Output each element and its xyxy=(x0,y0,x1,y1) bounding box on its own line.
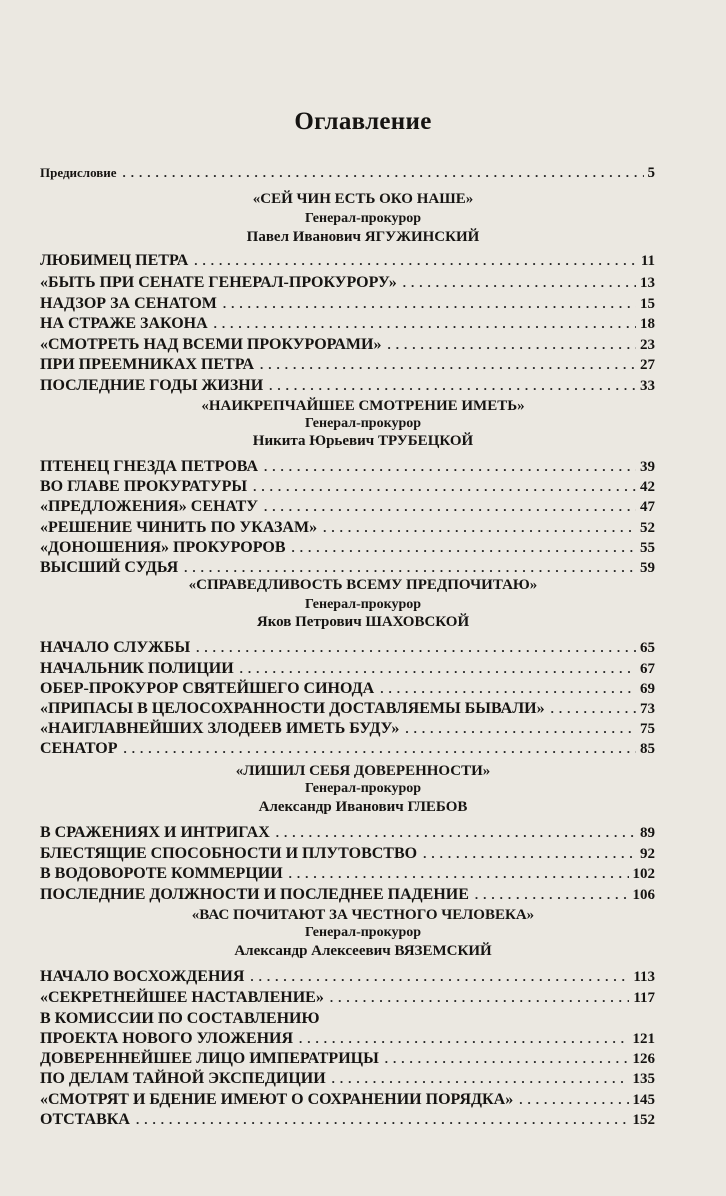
toc-entry xyxy=(40,966,655,986)
toc-entry-page: 5 xyxy=(647,165,655,181)
dot-leader xyxy=(385,1053,629,1065)
toc-entry-label: НАЧАЛО СЛУЖБЫ xyxy=(40,639,191,656)
toc-entry xyxy=(40,863,655,883)
toc-entry xyxy=(40,822,655,842)
toc-entry-label: «ДОНОШЕНИЯ» ПРОКУРОРОВ xyxy=(40,539,286,556)
toc-entry-page: 18 xyxy=(640,316,655,332)
toc-entry xyxy=(40,1068,655,1088)
toc-entry-label: «СМОТРЕТЬ НАД ВСЕМИ ПРОКУРОРАМИ» xyxy=(40,336,382,353)
toc-entry-label: ВО ГЛАВЕ ПРОКУРАТУРЫ xyxy=(40,478,248,495)
toc-entry-page: 67 xyxy=(640,661,655,677)
toc-entry-page: 69 xyxy=(640,681,655,697)
toc-entry-label: «СМОТРЯТ И БДЕНИЕ ИМЕЮТ О СОХРАНЕНИИ ПОРЯДКА» xyxy=(40,1091,514,1108)
toc-entry xyxy=(40,658,655,678)
toc-entry xyxy=(40,738,655,758)
toc-entry-page: 145 xyxy=(632,1092,655,1108)
dot-leader xyxy=(269,380,636,392)
dot-leader xyxy=(292,542,636,554)
toc-entry xyxy=(40,557,655,577)
toc-entry-continued xyxy=(40,1008,655,1028)
dot-leader xyxy=(330,992,629,1004)
toc-entry xyxy=(40,718,655,738)
toc-entry xyxy=(40,843,655,863)
dot-leader xyxy=(184,562,636,574)
toc-entry-page: 59 xyxy=(640,560,655,576)
dot-leader xyxy=(323,522,636,534)
toc-entry-label: ОБЕР-ПРОКУРОР СВЯТЕЙШЕГО СИНОДА xyxy=(40,680,375,697)
dot-leader xyxy=(423,848,636,860)
toc-entry-label: «ПРЕДЛОЖЕНИЯ» СЕНАТУ xyxy=(40,498,259,515)
toc-entry-preface xyxy=(40,162,655,182)
dot-leader xyxy=(276,827,636,839)
toc-entry xyxy=(40,1109,655,1129)
toc-entry-label: ПО ДЕЛАМ ТАЙНОЙ ЭКСПЕДИЦИИ xyxy=(40,1070,326,1087)
toc-entry-label: НАДЗОР ЗА СЕНАТОМ xyxy=(40,295,217,312)
toc-entry xyxy=(40,476,655,496)
toc-entry-page: 102 xyxy=(632,866,655,882)
dot-leader xyxy=(124,743,637,755)
toc-entry-label: НАЧАЛЬНИК ПОЛИЦИИ xyxy=(40,660,234,677)
toc-entry-page: 39 xyxy=(640,459,655,475)
toc-entry-page: 113 xyxy=(633,969,655,985)
toc-entry xyxy=(40,884,655,904)
toc-entry-page: 11 xyxy=(640,253,655,269)
toc-entry-label: «ПРИПАСЫ В ЦЕЛОСОХРАННОСТИ ДОСТАВЛЯЕМЫ БЫВАЛИ» xyxy=(40,700,545,717)
page-title: Оглавление xyxy=(294,108,432,135)
dot-leader xyxy=(123,167,644,179)
toc-entry-label: «НАИГЛАВНЕЙШИХ ЗЛОДЕЕВ ИМЕТЬ БУДУ» xyxy=(40,720,400,737)
section-heading: «СЕЙ ЧИН ЕСТЬ ОКО НАШЕ» xyxy=(252,191,474,207)
toc-entry-label: ПРОЕКТА НОВОГО УЛОЖЕНИЯ xyxy=(40,1030,294,1047)
dot-leader xyxy=(551,703,636,715)
toc-entry xyxy=(40,1089,655,1109)
toc-entry-label: ЛЮБИМЕЦ ПЕТРА xyxy=(40,252,189,269)
dot-leader xyxy=(223,298,636,310)
toc-entry-page: 33 xyxy=(640,378,655,394)
toc-entry xyxy=(40,334,655,354)
dot-leader xyxy=(264,501,636,513)
section-heading: «ЛИШИЛ СЕБЯ ДОВЕРЕННОСТИ» xyxy=(235,763,491,779)
toc-entry xyxy=(40,1048,655,1068)
toc-entry-page: 92 xyxy=(640,846,655,862)
dot-leader xyxy=(405,723,636,735)
toc-entry-page: 13 xyxy=(640,275,655,291)
dot-leader xyxy=(387,339,636,351)
section-person: Александр Иванович ГЛЕБОВ xyxy=(258,799,468,815)
toc-entry-page: 85 xyxy=(640,741,655,757)
toc-entry xyxy=(40,1028,655,1048)
toc-entry-label: БЛЕСТЯЩИЕ СПОСОБНОСТИ И ПЛУТОВСТВО xyxy=(40,845,418,862)
section-role: Генерал-прокурор xyxy=(304,416,422,431)
dot-leader xyxy=(253,481,636,493)
dot-leader xyxy=(299,1033,628,1045)
section-heading: «ВАС ПОЧИТАЮТ ЗА ЧЕСТНОГО ЧЕЛОВЕКА» xyxy=(191,907,535,923)
toc-entry xyxy=(40,354,655,374)
dot-leader xyxy=(214,318,636,330)
toc-entry-page: 27 xyxy=(640,357,655,373)
toc-entry-page: 73 xyxy=(640,701,655,717)
toc-entry-label: «БЫТЬ ПРИ СЕНАТЕ ГЕНЕРАЛ-ПРОКУРОРУ» xyxy=(40,274,397,291)
toc-entry-label: «СЕКРЕТНЕЙШЕЕ НАСТАВЛЕНИЕ» xyxy=(40,989,324,1006)
toc-entry-label: СЕНАТОР xyxy=(40,740,118,757)
section-person: Яков Петрович ШАХОВСКОЙ xyxy=(256,614,470,630)
toc-entry-label: В ВОДОВОРОТЕ КОММЕРЦИИ xyxy=(40,865,283,882)
toc-entry-page: 121 xyxy=(632,1031,655,1047)
toc-entry xyxy=(40,313,655,333)
section-heading: «НАИКРЕПЧАЙШЕЕ СМОТРЕНИЕ ИМЕТЬ» xyxy=(201,398,525,414)
dot-leader xyxy=(260,359,636,371)
toc-entry-page: 126 xyxy=(632,1051,655,1067)
dot-leader xyxy=(136,1114,629,1126)
toc-entry xyxy=(40,698,655,718)
toc-entry-page: 135 xyxy=(632,1071,655,1087)
toc-entry-label: Предисловие xyxy=(40,165,117,180)
dot-leader xyxy=(332,1073,629,1085)
toc-entry xyxy=(40,637,655,657)
toc-entry xyxy=(40,293,655,313)
toc-entry xyxy=(40,272,655,292)
section-role: Генерал-прокурор xyxy=(304,211,422,226)
section-person: Никита Юрьевич ТРУБЕЦКОЙ xyxy=(252,433,474,449)
toc-entry-page: 75 xyxy=(640,721,655,737)
toc-entry xyxy=(40,987,655,1007)
dot-leader xyxy=(380,683,636,695)
toc-entry-label: ПРИ ПРЕЕМНИКАХ ПЕТРА xyxy=(40,356,254,373)
dot-leader xyxy=(519,1094,628,1106)
dot-leader xyxy=(194,255,637,267)
toc-entry-page: 106 xyxy=(632,887,655,903)
section-role: Генерал-прокурор xyxy=(304,781,422,796)
toc-entry-label: «РЕШЕНИЕ ЧИНИТЬ ПО УКАЗАМ» xyxy=(40,519,318,536)
toc-entry-label: В СРАЖЕНИЯХ И ИНТРИГАХ xyxy=(40,824,270,841)
dot-leader xyxy=(264,461,636,473)
toc-entry xyxy=(40,250,655,270)
toc-entry-label: В КОМИССИИ ПО СОСТАВЛЕНИЮ xyxy=(40,1010,320,1027)
dot-leader xyxy=(250,971,629,983)
section-heading: «СПРАВЕДЛИВОСТЬ ВСЕМУ ПРЕДПОЧИТАЮ» xyxy=(188,577,538,593)
toc-entry xyxy=(40,678,655,698)
toc-entry-page: 42 xyxy=(640,479,655,495)
section-role: Генерал-прокурор xyxy=(304,597,422,612)
toc-entry-page: 15 xyxy=(640,296,655,312)
toc-entry-label: ПТЕНЕЦ ГНЕЗДА ПЕТРОВА xyxy=(40,458,259,475)
toc-entry xyxy=(40,496,655,516)
toc-entry-page: 65 xyxy=(640,640,655,656)
toc-entry-label: ВЫСШИЙ СУДЬЯ xyxy=(40,559,179,576)
toc-entry-label: ПОСЛЕДНИЕ ГОДЫ ЖИЗНИ xyxy=(40,377,264,394)
toc-entry-label: ПОСЛЕДНИЕ ДОЛЖНОСТИ И ПОСЛЕДНЕЕ ПАДЕНИЕ xyxy=(40,886,469,903)
dot-leader xyxy=(240,663,636,675)
toc-entry-label: ОТСТАВКА xyxy=(40,1111,130,1128)
toc-entry-page: 23 xyxy=(640,337,655,353)
section-role: Генерал-прокурор xyxy=(304,925,422,940)
toc-entry xyxy=(40,537,655,557)
toc-entry-label: НАЧАЛО ВОСХОЖДЕНИЯ xyxy=(40,968,245,985)
toc-entry xyxy=(40,375,655,395)
toc-entry-page: 52 xyxy=(640,520,655,536)
dot-leader xyxy=(196,642,636,654)
toc-entry-page: 89 xyxy=(640,825,655,841)
toc-entry-page: 152 xyxy=(632,1112,655,1128)
dot-leader xyxy=(475,889,629,901)
toc-entry xyxy=(40,517,655,537)
dot-leader xyxy=(289,868,629,880)
section-person: Александр Алексеевич ВЯЗЕМСКИЙ xyxy=(234,943,492,959)
toc-entry xyxy=(40,456,655,476)
section-person: Павел Иванович ЯГУЖИНСКИЙ xyxy=(246,229,480,245)
toc-entry-page: 117 xyxy=(633,990,655,1006)
toc-entry-label: ДОВЕРЕННЕЙШЕЕ ЛИЦО ИМПЕРАТРИЦЫ xyxy=(40,1050,379,1067)
toc-entry-label: НА СТРАЖЕ ЗАКОНА xyxy=(40,315,208,332)
dot-leader xyxy=(403,277,636,289)
toc-entry-page: 47 xyxy=(640,499,655,515)
toc-entry-page: 55 xyxy=(640,540,655,556)
